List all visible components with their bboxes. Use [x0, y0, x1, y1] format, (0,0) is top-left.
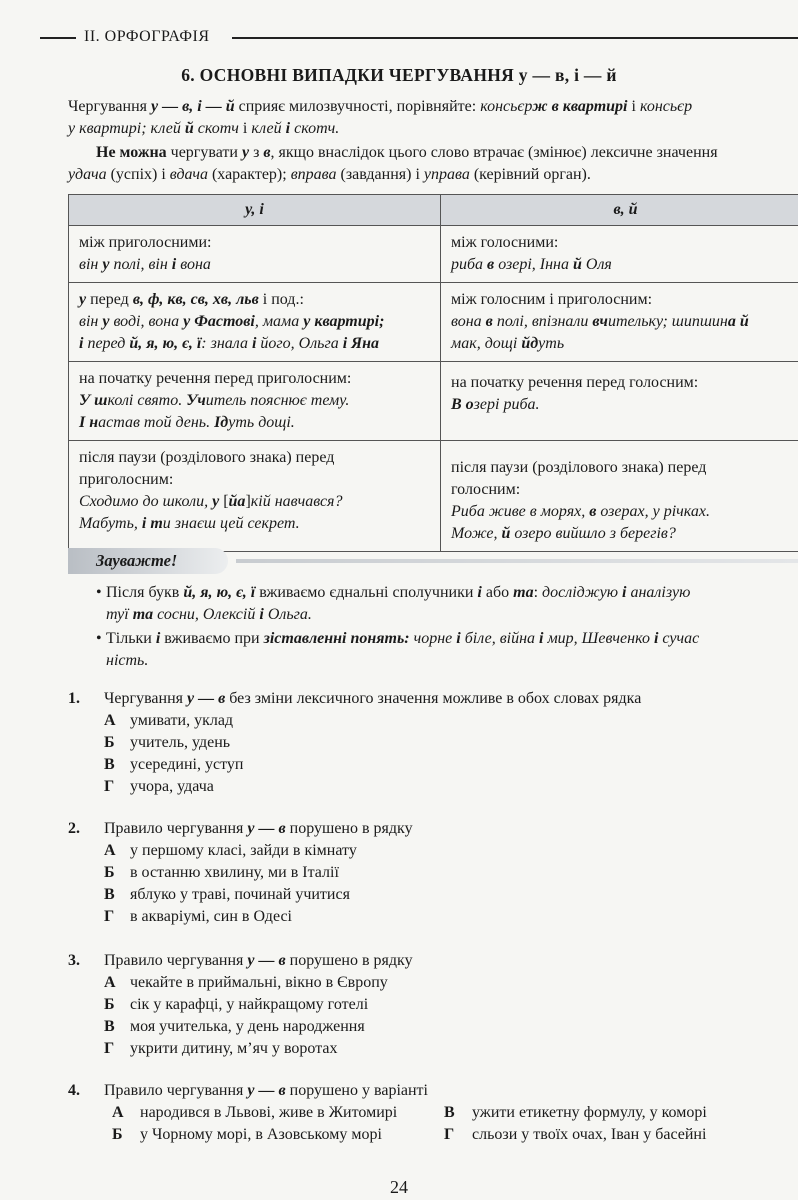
text-run: в [487, 256, 495, 273]
option-letter: В [444, 1104, 455, 1121]
text-run: та [513, 584, 534, 601]
text-run: вч [592, 313, 608, 330]
text-run: і [653, 630, 659, 647]
answer-option-d[interactable] [104, 1038, 338, 1060]
text-run: мир, Шевченко [543, 630, 654, 647]
option-text: у Чорному морі, в Азовському морі [140, 1126, 382, 1143]
text-run: сприяє милозвучності, порівняйте: [234, 98, 481, 115]
rule-line-1 [96, 142, 798, 164]
text-run: вживаємо при [160, 630, 264, 647]
text-run: Тільки [106, 630, 156, 647]
answer-option-a[interactable] [104, 840, 357, 862]
cell-line [79, 412, 432, 434]
table-header-v-y: в, й [441, 195, 798, 226]
option-letter: Г [444, 1126, 455, 1143]
text-run: після паузи (розділового знака) перед [451, 459, 707, 476]
cell-v-y [441, 441, 798, 552]
cell-v-y [441, 226, 798, 283]
text-run: порушено у варіанті [285, 1082, 428, 1099]
cell-line [451, 372, 798, 394]
table-row [69, 283, 798, 362]
answer-option-c[interactable] [104, 754, 243, 776]
text-run: ж в [532, 98, 559, 115]
text-run: зері риба. [473, 396, 540, 413]
text-run: у [212, 493, 220, 510]
cell-line [451, 479, 798, 501]
header-rule-left [40, 37, 76, 39]
text-run: у — в [247, 1082, 286, 1099]
text-run: Чергування [68, 98, 151, 115]
option-text: в акваріумі, син в Одесі [130, 908, 292, 925]
text-run: Сходимо до школи, [79, 493, 213, 510]
option-text: сік у карафці, у найкращому готелі [130, 996, 369, 1013]
text-run: у [79, 291, 87, 308]
cell-line [79, 289, 432, 311]
text-run: вдача [169, 166, 208, 183]
text-run: полі, впізнали [492, 313, 593, 330]
text-run: у — в [247, 820, 286, 837]
table-row [69, 441, 798, 552]
text-run: у [183, 313, 191, 330]
text-run: Чергування [104, 690, 187, 707]
text-run: Не можна [96, 144, 167, 161]
text-run: з [249, 144, 264, 161]
option-text: укрити дитину, м’яч у воротах [130, 1040, 338, 1057]
text-run: озеро вийшло з берегів? [510, 525, 676, 542]
text-run: він [79, 256, 103, 273]
page-title: 6. ОСНОВНІ ВИПАДКИ ЧЕРГУВАННЯ у — в, і — й [181, 65, 617, 85]
text-run: , якщо внаслідок цього слово втрачає (змінює) лексичне значення [270, 144, 718, 161]
text-run: у [241, 144, 250, 161]
text-run: аналізую [630, 584, 691, 601]
answer-option-b[interactable] [112, 1124, 382, 1146]
text-run: і [456, 630, 461, 647]
bullet-dot: • [96, 584, 102, 601]
text-run: озері, Інна [494, 256, 573, 273]
bullet-line [106, 650, 699, 672]
intro-line-2 [68, 118, 798, 140]
cell-v-y [441, 362, 798, 441]
text-run: Фастові [190, 313, 255, 330]
text-run: і [79, 335, 84, 352]
option-text: сльози у твоїх очах, Іван у басейні [472, 1126, 707, 1143]
text-run: йд [521, 335, 539, 352]
cell-line [79, 254, 432, 276]
option-text: усередині, уступ [130, 756, 244, 773]
text-run: а й [727, 313, 749, 330]
text-run: Правило чергування [104, 820, 248, 837]
text-run: між голосним і приголосним: [451, 291, 653, 308]
text-run: та [132, 606, 154, 623]
text-run: порушено в рядку [285, 952, 413, 969]
text-run: уть [538, 335, 565, 352]
text-run: й, я, ю, є, ї [183, 584, 256, 601]
text-run: він [79, 313, 103, 330]
text-run: між голосними: [451, 234, 559, 251]
option-letter: Б [112, 1126, 123, 1143]
text-run: Уч [186, 392, 206, 409]
text-run: озерах, у річках. [596, 503, 710, 520]
text-run: вона [176, 256, 211, 273]
note-banner [68, 548, 798, 574]
text-run: і [539, 630, 544, 647]
text-run: в [589, 503, 597, 520]
text-run: на початку речення перед приголосним: [79, 370, 352, 387]
bullet-line [106, 604, 690, 626]
text-run: астав той день. [98, 414, 215, 431]
cell-u-i [69, 283, 441, 362]
section-title: II. ОРФОГРАФІЯ [84, 28, 210, 45]
cell-line [79, 447, 432, 469]
text-run: (характер); [207, 166, 291, 183]
text-run: і Яна [342, 335, 380, 352]
task-question [104, 1080, 428, 1102]
cell-u-i [69, 362, 441, 441]
text-run: перед [86, 291, 133, 308]
text-run: його, Ольга [256, 335, 343, 352]
cell-line [79, 311, 432, 333]
task-3 [68, 950, 798, 1060]
text-run: І н [79, 414, 99, 431]
text-run: йа [228, 493, 246, 510]
option-text: чекайте в приймальні, вікно в Європу [130, 974, 388, 991]
text-run: клей [251, 120, 286, 137]
text-run: перед [83, 335, 130, 352]
text-run: зіставленні понять: [263, 630, 410, 647]
text-run: у — в [247, 952, 286, 969]
answer-option-a[interactable] [104, 972, 388, 994]
text-run: (завдання) і [336, 166, 424, 183]
text-run: В о [451, 396, 474, 413]
task-4 [68, 1080, 798, 1150]
cell-line [451, 333, 798, 355]
text-run: (керівний орган). [469, 166, 591, 183]
text-run: або [481, 584, 514, 601]
option-letter: А [104, 842, 116, 859]
option-letter: А [112, 1104, 124, 1121]
note-rule [236, 559, 798, 563]
text-run: [ [219, 493, 229, 510]
text-run: у квартирі; [303, 313, 385, 330]
text-run: голосним: [451, 481, 521, 498]
answer-option-c[interactable] [104, 884, 350, 906]
text-run: й [184, 120, 194, 137]
text-run: і [285, 120, 291, 137]
text-run: Правило чергування [104, 952, 248, 969]
option-text: у першому класі, зайди в кімнату [130, 842, 357, 859]
text-run: в, ф, кв, св, хв, льв [132, 291, 259, 308]
answer-option-b[interactable] [104, 862, 339, 884]
task-question [104, 818, 413, 840]
text-run: сучас [658, 630, 700, 647]
task-number: 1. [68, 690, 80, 707]
table-row [69, 362, 798, 441]
task-number: 3. [68, 952, 80, 969]
text-run: туї [106, 606, 133, 623]
text-run: уть дощі. [228, 414, 295, 431]
note-title: Зауважте! [96, 551, 178, 570]
text-run: Ольга. [263, 606, 312, 623]
text-run: скотч. [290, 120, 340, 137]
text-run: приголосним: [79, 471, 174, 488]
text-run: и знаєш цей секрет. [162, 515, 300, 532]
option-text: яблуко у траві, починай учитися [130, 886, 350, 903]
cell-line [79, 232, 432, 254]
option-letter: В [104, 886, 115, 903]
bullet-dot: • [96, 630, 102, 647]
text-run: Ід [214, 414, 229, 431]
bullet-line [106, 628, 699, 650]
option-letter: Б [104, 864, 115, 881]
answer-option-b[interactable] [104, 732, 230, 754]
text-run: Оля [581, 256, 612, 273]
answer-option-d[interactable] [444, 1124, 706, 1146]
text-run: і т [141, 515, 163, 532]
text-run: у — в [187, 690, 226, 707]
rule-line-2 [68, 164, 798, 186]
text-run: вправа [290, 166, 337, 183]
text-run: і [618, 584, 631, 601]
text-run: й [501, 525, 511, 542]
option-letter: Г [104, 1040, 115, 1057]
cell-line [79, 368, 432, 390]
text-run: колі свято. [107, 392, 187, 409]
text-run: консьєр [639, 98, 693, 115]
header-rule-right [232, 37, 798, 39]
cell-line [451, 254, 798, 276]
option-letter: Г [104, 908, 115, 925]
page-number: 24 [390, 1177, 408, 1197]
option-text: народився в Львові, живе в Житомирі [140, 1104, 398, 1121]
text-run: і [238, 120, 252, 137]
text-run: Правило чергування [104, 1082, 248, 1099]
option-letter: А [104, 974, 116, 991]
text-run: ] [245, 493, 251, 510]
cell-v-y [441, 283, 798, 362]
text-run: між приголосними: [79, 234, 212, 251]
text-run: у квартирі; клей [68, 120, 185, 137]
text-run: на початку речення перед голосним: [451, 374, 699, 391]
task-2 [68, 818, 798, 928]
text-run: кій навчався? [250, 493, 343, 510]
option-text: учора, удача [130, 778, 214, 795]
alternation-table [68, 194, 798, 552]
text-run: біле, війна [460, 630, 540, 647]
text-run: итель пояснює тему. [205, 392, 350, 409]
text-run: ительку; шипшин [607, 313, 728, 330]
text-run: : [533, 584, 543, 601]
text-run: вона [451, 313, 486, 330]
cell-line [79, 469, 432, 491]
cell-line [79, 390, 432, 412]
cell-u-i [69, 441, 441, 552]
task-question [104, 950, 413, 972]
option-letter: В [104, 1018, 115, 1035]
answer-option-d[interactable] [104, 906, 292, 928]
text-run: без зміни лексичного значення можливе в обох словах рядка [225, 690, 642, 707]
text-run: квартирі [562, 98, 628, 115]
text-run: досліджую [542, 584, 619, 601]
option-letter: А [104, 712, 116, 729]
text-run: й, я, ю, є, ї [129, 335, 202, 352]
text-run: Риба живе в морях, [451, 503, 590, 520]
running-header [0, 24, 798, 50]
text-run: в [263, 144, 271, 161]
text-run: управа [423, 166, 470, 183]
text-run: чергувати [166, 144, 242, 161]
text-run: вживаємо єднальні сполучники [255, 584, 478, 601]
cell-line [79, 333, 432, 355]
answer-option-b[interactable] [104, 994, 368, 1016]
text-run: в [485, 313, 493, 330]
text-run: у [102, 313, 110, 330]
text-run: і [477, 584, 482, 601]
text-run: воді, вона [109, 313, 184, 330]
answer-option-c[interactable] [444, 1102, 707, 1124]
intro-line-1 [68, 96, 798, 118]
text-run: , мама [254, 313, 304, 330]
cell-line [79, 491, 432, 513]
text-run: після паузи (розділового знака) перед [79, 449, 335, 466]
option-letter: В [104, 756, 115, 773]
cell-line [79, 513, 432, 535]
task-number: 4. [68, 1082, 80, 1099]
option-letter: Г [104, 778, 115, 795]
option-text: в останню хвилину, ми в Італії [130, 864, 339, 881]
answer-option-d[interactable] [104, 776, 214, 798]
text-run: Після букв [106, 584, 184, 601]
text-run: У ш [79, 392, 108, 409]
text-run: Мабуть, [79, 515, 142, 532]
text-run: і [259, 606, 264, 623]
text-run: у [102, 256, 110, 273]
cell-line [451, 311, 798, 333]
text-run: Може, [451, 525, 502, 542]
note-bullet-1 [96, 582, 691, 626]
option-text: учитель, удень [130, 734, 231, 751]
text-run: ність. [106, 652, 149, 669]
cell-line [451, 232, 798, 254]
option-letter: Б [104, 996, 115, 1013]
text-run: порушено в рядку [285, 820, 413, 837]
table-row [69, 226, 798, 283]
option-text: ужити етикетну формулу, у коморі [472, 1104, 707, 1121]
text-run: мак, дощі [451, 335, 522, 352]
cell-u-i [69, 226, 441, 283]
task-1 [68, 688, 798, 798]
answer-option-a[interactable] [104, 710, 233, 732]
cell-line [451, 289, 798, 311]
text-run: скотч [193, 120, 239, 137]
text-run: : знала [201, 335, 252, 352]
option-text: умивати, уклад [130, 712, 234, 729]
text-run: чорне [409, 630, 457, 647]
table-header-row [69, 195, 798, 226]
option-text: моя учителька, у день народження [130, 1018, 365, 1035]
cell-line [451, 394, 798, 416]
text-run: риба [451, 256, 488, 273]
task-number: 2. [68, 820, 80, 837]
answer-option-a[interactable] [112, 1102, 397, 1124]
cell-line [451, 523, 798, 545]
option-letter: Б [104, 734, 115, 751]
table-header-u-i: у, і [69, 195, 441, 226]
text-run: і [627, 98, 640, 115]
text-run: й [572, 256, 582, 273]
task-question [104, 688, 641, 710]
answer-option-c[interactable] [104, 1016, 365, 1038]
note-bullet-2 [96, 628, 700, 672]
cell-line [451, 501, 798, 523]
text-run: і [155, 630, 161, 647]
text-run: і [171, 256, 177, 273]
bullet-line [106, 582, 690, 604]
text-run: (успіх) і [106, 166, 170, 183]
text-run: і под.: [258, 291, 304, 308]
text-run: у — в, і — й [151, 98, 235, 115]
text-run: сосни, Олексій [153, 606, 260, 623]
text-run: полі, він [109, 256, 172, 273]
text-run: і [251, 335, 257, 352]
text-run: удача [68, 166, 107, 183]
text-run: консьєр [480, 98, 533, 115]
cell-line [451, 457, 798, 479]
